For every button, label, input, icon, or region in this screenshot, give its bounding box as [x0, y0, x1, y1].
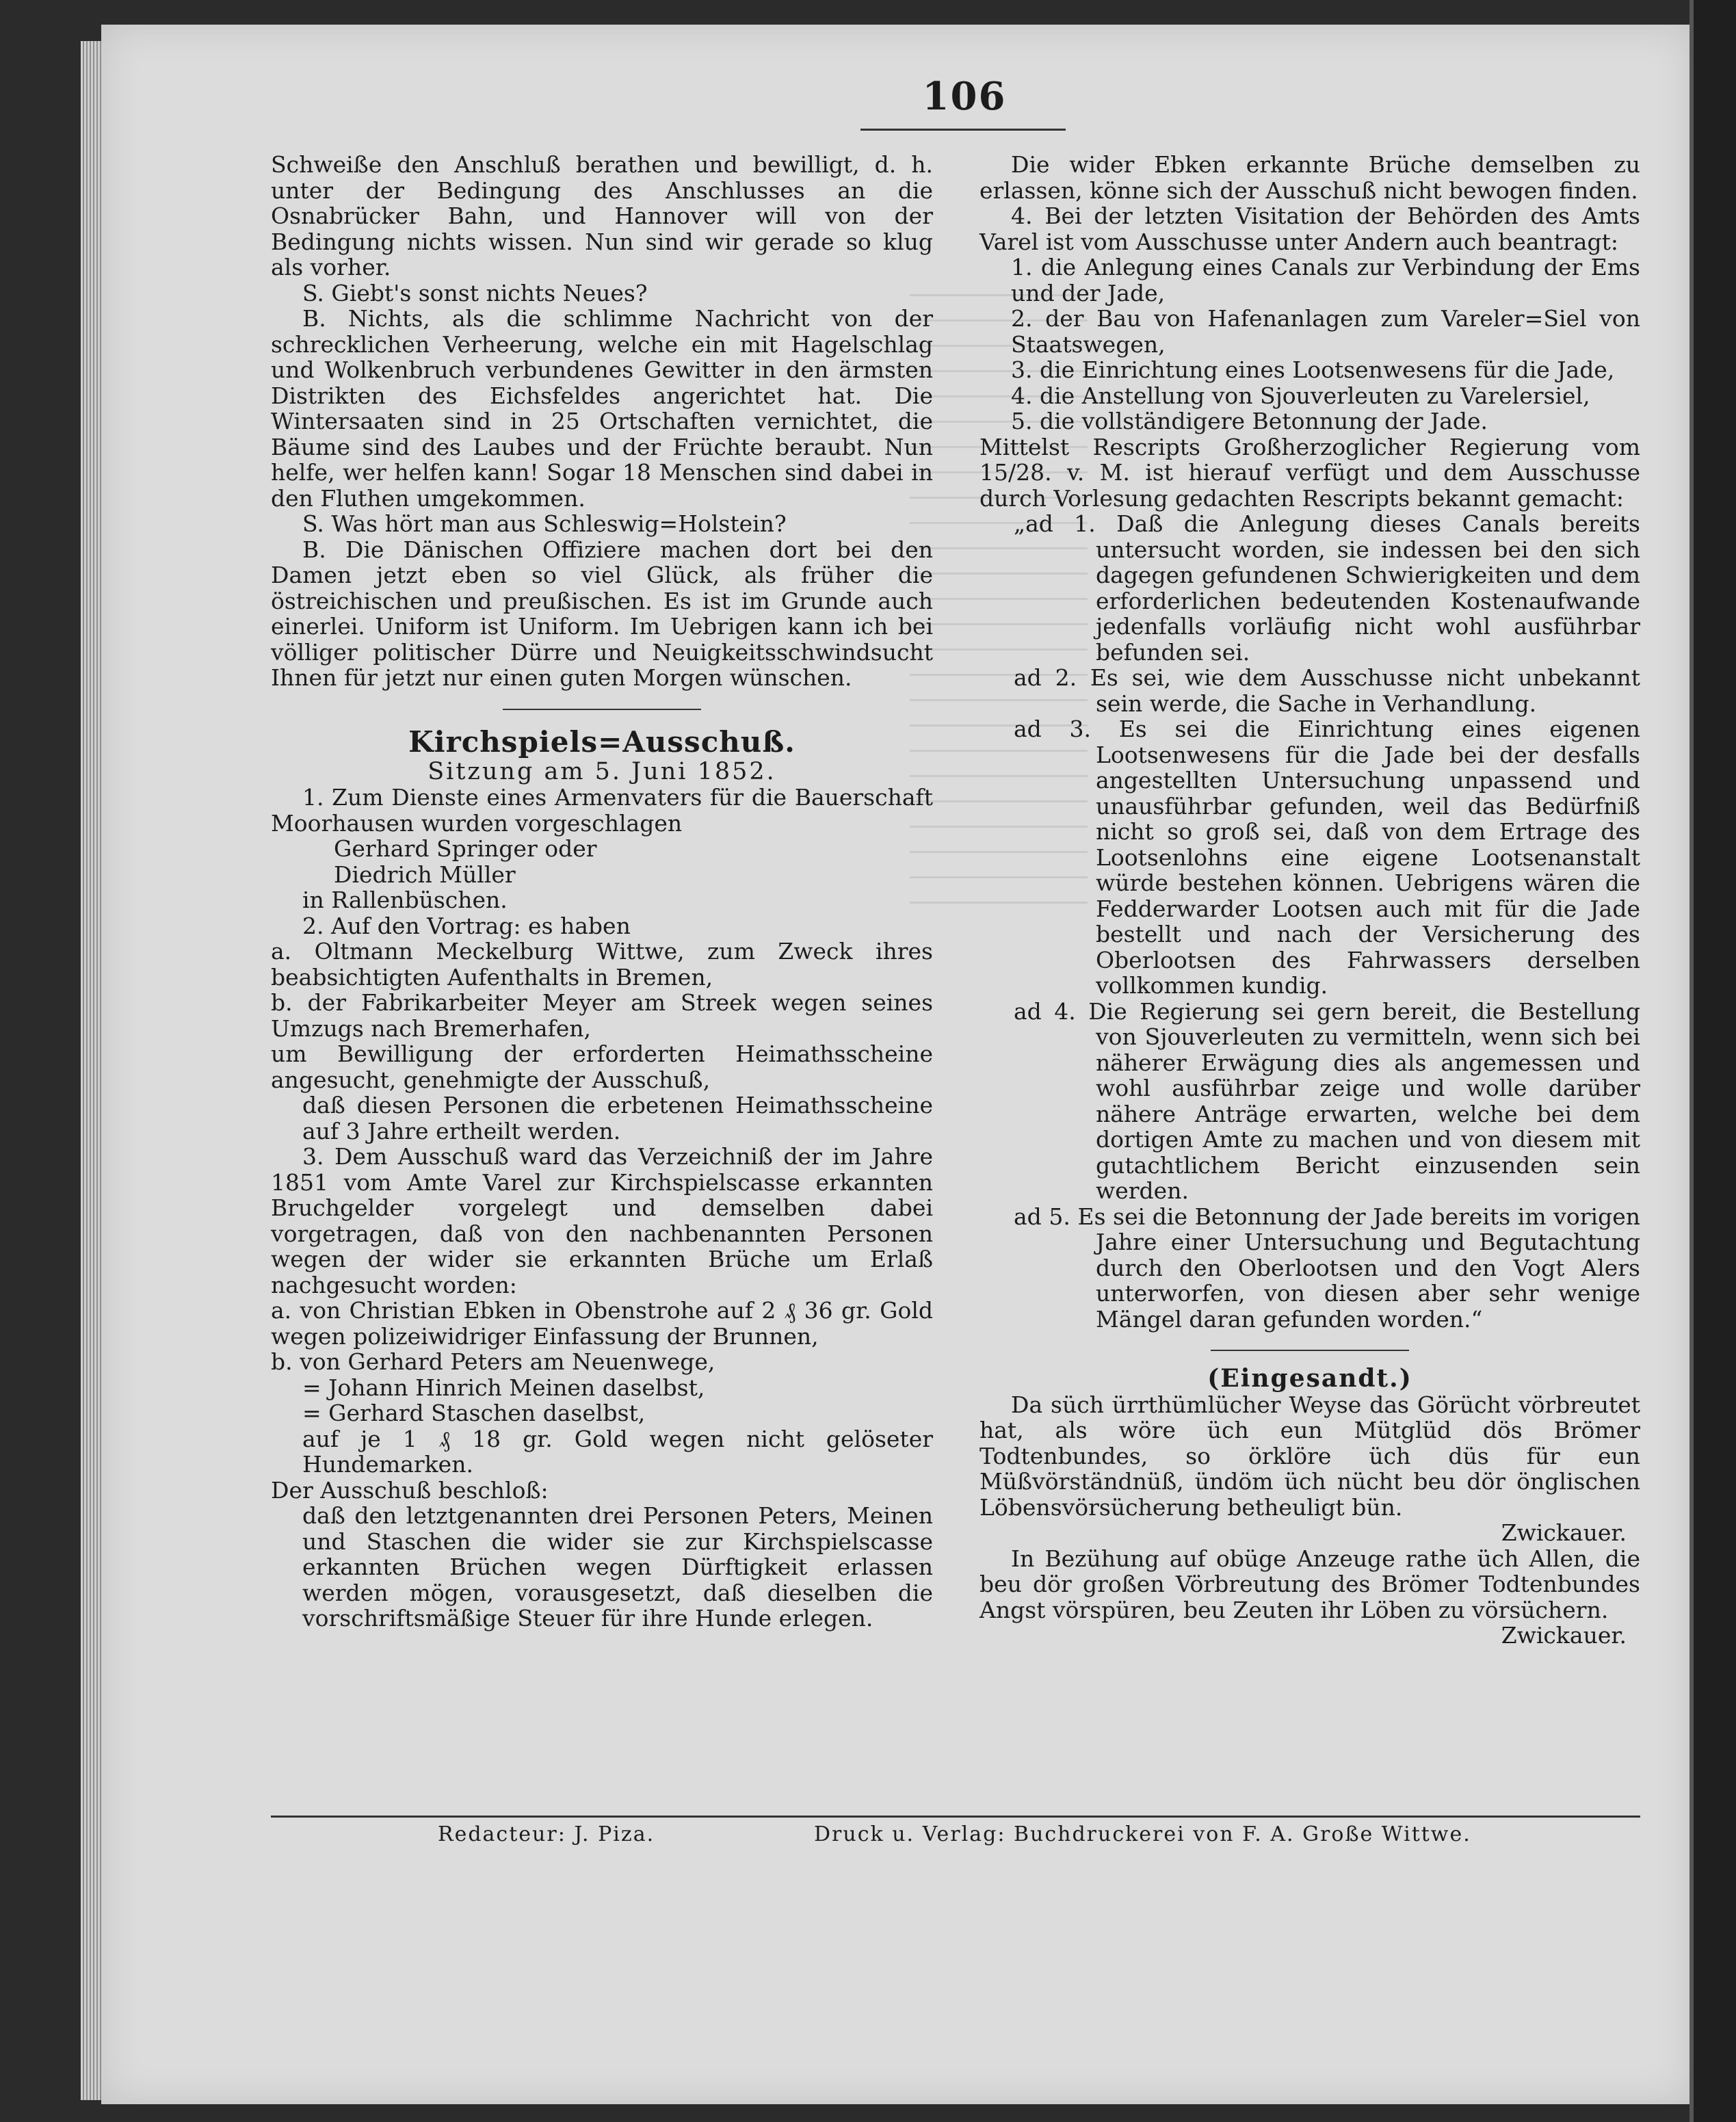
submitted-paragraph: Da süch ürrthümlücher Weyse das Görücht vörbreutet hat, als wöre üch eun Mütglüd dös Brömer Todtenbundes, so örklöre üch düs für eun Müßvörständnüß, ündöm üch nücht beu dör önglischen Löbensvörsücherung betheuligt bün.: [979, 1391, 1640, 1521]
editor-credit: Redacteur: J. Piza.: [438, 1822, 655, 1846]
dialog-paragraph: S. Was hört man aus Schleswig=Holstein?: [302, 510, 787, 537]
page-number-rule: [860, 129, 1066, 131]
agenda-subitem: Der Ausschuß beschloß:: [271, 1476, 549, 1504]
agenda-item: 3. Dem Ausschuß ward das Verzeichniß der im Jahre 1851 vom Amte Varel zur Kirchspielscasse erkannten Bruchgelder vorgelegt und demselben dabei vorgetragen, daß von den nachbenannten Personen wegen der wider sie erkannten Brüche um Erlaß nachgesucht worden:: [271, 1143, 933, 1298]
response-ad-5: ad 5. Es sei die Betonnung der Jade bereits im vorigen Jahre einer Untersuchung und Begutachtung durch den Oberlootsen und den Vogt Alers unterworfen, von diesen aber sehr wenige Mängel daran gefunden worden.“: [1014, 1203, 1640, 1333]
response-ad-4: ad 4. Die Regierung sei gern bereit, die Bestellung von Sjouverleuten zu vermitteln, wenn sich bei näherer Erwägung dies als angemessen und wohl ausführbar zeige und wolle darüber nähere Anträge erwarten, welche bei dem dortigen Amte zu machen und von diesem mit gutachtlichem Bericht einzusenden sein werden.: [1014, 997, 1640, 1204]
agenda-subitem: = Johann Hinrich Meinen daselbst,: [302, 1374, 705, 1401]
agenda-subitem: b. von Gerhard Peters am Neuenwege,: [271, 1348, 715, 1375]
page-stack-edges: [81, 41, 101, 2100]
signature: Zwickauer.: [1501, 1622, 1627, 1649]
page-number: 106: [922, 74, 1007, 119]
response-ad-1: „ad 1. Daß die Anlegung dieses Canals bereits untersucht worden, sie indessen bei den sich dagegen gefundenen Schwierigkeiten und dem erforderlichen bedeutenden Kostenaufwande jedenfalls vorläufig nicht wohl ausführbar befunden sei.: [1014, 510, 1640, 666]
right-column: [979, 152, 1640, 1649]
agenda-continuation: Die wider Ebken erkannte Brüche demselben zu erlassen, könne sich der Ausschuß nicht bewogen finden.: [979, 151, 1640, 204]
agenda-subitem: b. der Fabrikarbeiter Meyer am Streek wegen seines Umzugs nach Bremerhafen,: [271, 989, 933, 1042]
agenda-item: 2. Auf den Vortrag: es haben: [302, 912, 631, 939]
agenda-subitem: Diedrich Müller: [334, 861, 516, 888]
section-divider: [1211, 1350, 1409, 1351]
dialog-paragraph: B. Die Dänischen Offiziere machen dort bei den Damen jetzt eben so viel Glück, als früher die östreichischen und preußischen. Es ist im Grunde auch einerlei. Uniform ist Uniform. Im Uebrigen kann ich bei völliger politischer Dürre und Neuigkeitsschwindsucht Ihnen für jetzt nur einen guten Morgen wünschen.: [271, 536, 933, 691]
request-list-item: 2. der Bau von Hafenanlagen zum Vareler=Siel von Staatswegen,: [1011, 305, 1640, 358]
section-heading: Kirchspiels=Ausschuß.: [408, 724, 795, 759]
request-list-item: 1. die Anlegung eines Canals zur Verbindung der Ems und der Jade,: [1011, 254, 1640, 306]
agenda-subitem: um Bewilligung der erforderten Heimathsscheine angesucht, genehmigte der Ausschuß,: [271, 1040, 933, 1093]
request-list-item: 5. die vollständigere Betonnung der Jade.: [1011, 408, 1488, 434]
agenda-subitem: in Rallenbüschen.: [302, 887, 508, 913]
submitted-paragraph: In Bezühung auf obüge Anzeuge rathe üch Allen, die beu dör großen Vörbreutung des Brömer Todtenbundes Angst vörspüren, beu Zeuten ihr Löben zu vörsüchern.: [979, 1545, 1640, 1623]
submitted-heading: (Eingesandt.): [1207, 1364, 1412, 1393]
dialog-paragraph: Schweiße den Anschluß berathen und bewilligt, d. h. unter der Bedingung des Anschlusses an die Osnabrücker Bahn, und Hannover will von der Bedingung nichts wissen. Nun sind wir gerade so klug als vorher.: [271, 151, 933, 280]
agenda-subitem: auf je 1 ₰ 18 gr. Gold wegen nicht gelöseter Hundemarken.: [302, 1425, 933, 1478]
left-column: [271, 152, 933, 1632]
agenda-subitem: daß den letztgenannten drei Personen Peters, Meinen und Staschen die wider sie zur Kirchspielscasse erkannten Brüchen wegen Dürftigkeit erlassen werden mögen, vorausgesetzt, daß dieselben die vorschriftsmäßige Steuer für ihre Hunde erlegen.: [302, 1502, 933, 1632]
rescript-paragraph: Mittelst Rescripts Großherzoglicher Regierung vom 15/28. v. M. ist hierauf verfügt und dem Ausschusse durch Vorlesung gedachten Rescripts bekannt gemacht:: [979, 433, 1640, 512]
response-ad-2: ad 2. Es sei, wie dem Ausschusse nicht unbekannt sein werde, die Sache in Verhandlung.: [1014, 664, 1640, 717]
agenda-subitem: Gerhard Springer oder: [334, 835, 597, 862]
footer-rule: [271, 1816, 1640, 1818]
request-list-item: 3. die Einrichtung eines Lootsenwesens für die Jade,: [1011, 356, 1615, 383]
response-ad-3: ad 3. Es sei die Einrichtung eines eigenen Lootsenwesens für die Jade bei der desfalls angestellten Untersuchung unpassend und unausführbar gefunden, weil das Bedürfniß nicht so groß sei, daß von dem Ertrage des Lootsenlohns eine eigene Lootsenanstalt würde bestehen können. Uebrigens wären die Fedderwarder Lootsen auch mit für die Jade bestellt und nach der Versicherung des Oberlootsen des Fahrwassers derselben vollkommen kundig.: [1014, 716, 1640, 999]
signature: Zwickauer.: [1501, 1519, 1627, 1546]
book-binding: [1694, 0, 1736, 2122]
agenda-subitem: a. Oltmann Meckelburg Wittwe, zum Zweck ihres beabsichtigten Aufenthalts in Bremen,: [271, 938, 933, 991]
printer-credit: Druck u. Verlag: Buchdruckerei von F. A. Große Wittwe.: [814, 1822, 1471, 1846]
dialog-paragraph: S. Giebt's sonst nichts Neues?: [302, 279, 648, 306]
dialog-paragraph: B. Nichts, als die schlimme Nachricht von der schrecklichen Verheerung, welche ein mit Hagelschlag und Wolkenbruch verbundenes Gewitter in den ärmsten Distrikten des Eichsfeldes angerichtet hat. Die Wintersaaten sind in 25 Ortschaften vernichtet, die Bäume sind des Laubes und der Früchte beraubt. Nun helfe, wer helfen kann! Sogar 18 Menschen sind dabei in den Fluthen umgekommen.: [271, 305, 933, 512]
agenda-subitem: a. von Christian Ebken in Obenstrohe auf 2 ₰ 36 gr. Gold wegen polizeiwidriger Einfassung der Brunnen,: [271, 1297, 933, 1350]
request-list-item: 4. die Anstellung von Sjouverleuten zu Varelersiel,: [1011, 382, 1590, 409]
agenda-subitem: = Gerhard Staschen daselbst,: [302, 1400, 646, 1426]
agenda-item: 1. Zum Dienste eines Armenvaters für die Bauerschaft Moorhausen wurden vorgeschlagen: [271, 784, 933, 837]
agenda-subitem: daß diesen Personen die erbetenen Heimathsscheine auf 3 Jahre ertheilt werden.: [302, 1092, 933, 1144]
agenda-item: 4. Bei der letzten Visitation der Behörden des Amts Varel ist vom Ausschusse unter Andern auch beantragt:: [979, 202, 1640, 255]
session-date: Sitzung am 5. Juni 1852.: [428, 757, 776, 785]
section-divider: [503, 709, 701, 710]
